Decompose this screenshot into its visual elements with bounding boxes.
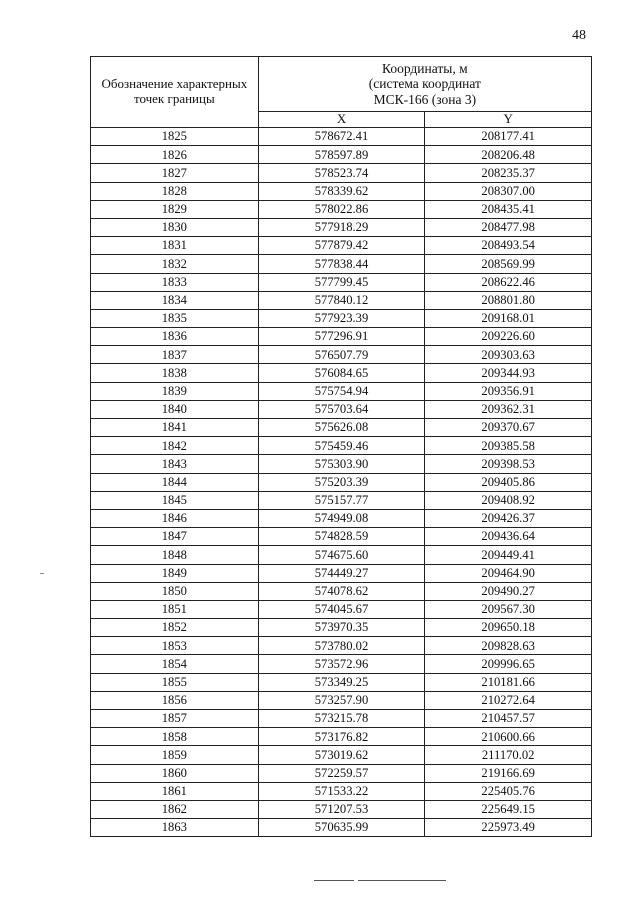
table-row: [91, 255, 592, 273]
point-number-cell: 1857: [91, 710, 259, 728]
point-number-cell: 1838: [91, 364, 259, 382]
table-row: [91, 528, 592, 546]
point-number-cell: 1842: [91, 437, 259, 455]
point-number-cell: 1852: [91, 619, 259, 637]
point-number-cell: 1848: [91, 546, 259, 564]
table-row: [91, 437, 592, 455]
point-number-cell: 1826: [91, 146, 259, 164]
table-row: [91, 746, 592, 764]
y-coordinate-cell: 210600.66: [425, 728, 592, 746]
table-row: [91, 273, 592, 291]
table-row: [91, 764, 592, 782]
header-coordinates-line-1: Координаты, м: [382, 60, 468, 76]
table-row: [91, 182, 592, 200]
table-row: [91, 218, 592, 236]
y-coordinate-cell: 209362.31: [425, 400, 592, 418]
point-number-cell: 1837: [91, 346, 259, 364]
x-coordinate-cell: 571207.53: [258, 800, 425, 818]
table-row: [91, 473, 592, 491]
x-coordinate-cell: 577923.39: [258, 309, 425, 327]
table-row: [91, 655, 592, 673]
y-coordinate-cell: 209168.01: [425, 309, 592, 327]
y-coordinate-cell: 208435.41: [425, 200, 592, 218]
x-coordinate-cell: 576507.79: [258, 346, 425, 364]
point-number-cell: 1834: [91, 291, 259, 309]
x-coordinate-cell: 577879.42: [258, 237, 425, 255]
point-number-cell: 1858: [91, 728, 259, 746]
point-number-cell: 1862: [91, 800, 259, 818]
header-y: Y: [425, 112, 592, 128]
x-coordinate-cell: 577840.12: [258, 291, 425, 309]
x-coordinate-cell: 574078.62: [258, 582, 425, 600]
x-coordinate-cell: 578022.86: [258, 200, 425, 218]
point-number-cell: 1829: [91, 200, 259, 218]
table-row: [91, 128, 592, 146]
point-number-cell: 1854: [91, 655, 259, 673]
x-coordinate-cell: 575157.77: [258, 491, 425, 509]
point-number-cell: 1850: [91, 582, 259, 600]
header-coordinates-line-2: (система координат: [368, 76, 481, 92]
y-coordinate-cell: 225973.49: [425, 819, 592, 837]
x-coordinate-cell: 577838.44: [258, 255, 425, 273]
y-coordinate-cell: 211170.02: [425, 746, 592, 764]
table-row: [91, 237, 592, 255]
y-coordinate-cell: 208307.00: [425, 182, 592, 200]
x-coordinate-cell: 573970.35: [258, 619, 425, 637]
x-coordinate-cell: 574828.59: [258, 528, 425, 546]
y-coordinate-cell: 208801.80: [425, 291, 592, 309]
table-row: [91, 455, 592, 473]
y-coordinate-cell: 208493.54: [425, 237, 592, 255]
header-point-designation: Обозначение характерных точек границы: [91, 57, 259, 128]
table-row: [91, 509, 592, 527]
point-number-cell: 1847: [91, 528, 259, 546]
y-coordinate-cell: 208622.46: [425, 273, 592, 291]
y-coordinate-cell: 209370.67: [425, 419, 592, 437]
x-coordinate-cell: 575303.90: [258, 455, 425, 473]
y-coordinate-cell: 208206.48: [425, 146, 592, 164]
point-number-cell: 1830: [91, 218, 259, 236]
y-coordinate-cell: 209650.18: [425, 619, 592, 637]
y-coordinate-cell: 210272.64: [425, 691, 592, 709]
y-coordinate-cell: 219166.69: [425, 764, 592, 782]
table-row: [91, 491, 592, 509]
y-coordinate-cell: 209828.63: [425, 637, 592, 655]
point-number-cell: 1831: [91, 237, 259, 255]
x-coordinate-cell: 574045.67: [258, 600, 425, 618]
point-number-cell: 1844: [91, 473, 259, 491]
y-coordinate-cell: 225649.15: [425, 800, 592, 818]
y-coordinate-cell: 209344.93: [425, 364, 592, 382]
table-row: [91, 782, 592, 800]
y-coordinate-cell: 210181.66: [425, 673, 592, 691]
point-number-cell: 1851: [91, 600, 259, 618]
y-coordinate-cell: 208569.99: [425, 255, 592, 273]
point-number-cell: 1827: [91, 164, 259, 182]
margin-mark: [40, 573, 44, 574]
y-coordinate-cell: 208477.98: [425, 218, 592, 236]
point-number-cell: 1849: [91, 564, 259, 582]
x-coordinate-cell: 577296.91: [258, 328, 425, 346]
header-coordinates: [258, 57, 591, 112]
table-row: [91, 328, 592, 346]
table-row: [91, 400, 592, 418]
x-coordinate-cell: 577799.45: [258, 273, 425, 291]
table-row: [91, 146, 592, 164]
point-number-cell: 1839: [91, 382, 259, 400]
footer-rule-right: [358, 880, 446, 881]
y-coordinate-cell: 209996.65: [425, 655, 592, 673]
x-coordinate-cell: 573257.90: [258, 691, 425, 709]
coordinates-table: [90, 56, 592, 837]
y-coordinate-cell: 209490.27: [425, 582, 592, 600]
table-row: [91, 800, 592, 818]
y-coordinate-cell: 209226.60: [425, 328, 592, 346]
y-coordinate-cell: 209303.63: [425, 346, 592, 364]
x-coordinate-cell: 576084.65: [258, 364, 425, 382]
x-coordinate-cell: 578339.62: [258, 182, 425, 200]
y-coordinate-cell: 208235.37: [425, 164, 592, 182]
y-coordinate-cell: 209385.58: [425, 437, 592, 455]
y-coordinate-cell: 209405.86: [425, 473, 592, 491]
y-coordinate-cell: 209436.64: [425, 528, 592, 546]
x-coordinate-cell: 578523.74: [258, 164, 425, 182]
point-number-cell: 1828: [91, 182, 259, 200]
table-row: [91, 673, 592, 691]
table-row: [91, 546, 592, 564]
table-row: [91, 364, 592, 382]
y-coordinate-cell: 225405.76: [425, 782, 592, 800]
x-coordinate-cell: 575203.39: [258, 473, 425, 491]
point-number-cell: 1832: [91, 255, 259, 273]
x-coordinate-cell: 575754.94: [258, 382, 425, 400]
table-row: [91, 382, 592, 400]
table-row: [91, 346, 592, 364]
table-row: [91, 582, 592, 600]
point-number-cell: 1836: [91, 328, 259, 346]
x-coordinate-cell: 575459.46: [258, 437, 425, 455]
x-coordinate-cell: 578672.41: [258, 128, 425, 146]
table-row: [91, 728, 592, 746]
y-coordinate-cell: 209408.92: [425, 491, 592, 509]
point-number-cell: 1860: [91, 764, 259, 782]
table-row: [91, 637, 592, 655]
header-x: X: [258, 112, 425, 128]
x-coordinate-cell: 573572.96: [258, 655, 425, 673]
point-number-cell: 1863: [91, 819, 259, 837]
table-body: [91, 128, 592, 837]
x-coordinate-cell: 574949.08: [258, 509, 425, 527]
table-row: [91, 619, 592, 637]
x-coordinate-cell: 578597.89: [258, 146, 425, 164]
y-coordinate-cell: 209464.90: [425, 564, 592, 582]
point-number-cell: 1846: [91, 509, 259, 527]
x-coordinate-cell: 572259.57: [258, 764, 425, 782]
table-row: [91, 564, 592, 582]
header-coordinates-line-3: МСК-166 (зона 3): [373, 91, 477, 107]
y-coordinate-cell: 209426.37: [425, 509, 592, 527]
x-coordinate-cell: 571533.22: [258, 782, 425, 800]
table-row: [91, 419, 592, 437]
x-coordinate-cell: 573215.78: [258, 710, 425, 728]
y-coordinate-cell: 209398.53: [425, 455, 592, 473]
point-number-cell: 1843: [91, 455, 259, 473]
y-coordinate-cell: 209567.30: [425, 600, 592, 618]
point-number-cell: 1861: [91, 782, 259, 800]
point-number-cell: 1853: [91, 637, 259, 655]
table-row: [91, 309, 592, 327]
y-coordinate-cell: 208177.41: [425, 128, 592, 146]
x-coordinate-cell: 573780.02: [258, 637, 425, 655]
x-coordinate-cell: 575626.08: [258, 419, 425, 437]
y-coordinate-cell: 209449.41: [425, 546, 592, 564]
table-row: [91, 691, 592, 709]
point-number-cell: 1840: [91, 400, 259, 418]
table-row: [91, 710, 592, 728]
x-coordinate-cell: 570635.99: [258, 819, 425, 837]
y-coordinate-cell: 209356.91: [425, 382, 592, 400]
point-number-cell: 1845: [91, 491, 259, 509]
x-coordinate-cell: 577918.29: [258, 218, 425, 236]
point-number-cell: 1825: [91, 128, 259, 146]
x-coordinate-cell: 573176.82: [258, 728, 425, 746]
point-number-cell: 1855: [91, 673, 259, 691]
point-number-cell: 1833: [91, 273, 259, 291]
table-row: [91, 291, 592, 309]
page-number: 48: [572, 28, 586, 43]
x-coordinate-cell: 574449.27: [258, 564, 425, 582]
footer-rule-left: [314, 880, 354, 881]
point-number-cell: 1835: [91, 309, 259, 327]
x-coordinate-cell: 573349.25: [258, 673, 425, 691]
table-row: [91, 200, 592, 218]
table-row: [91, 164, 592, 182]
x-coordinate-cell: 574675.60: [258, 546, 425, 564]
point-number-cell: 1841: [91, 419, 259, 437]
table-row: [91, 600, 592, 618]
point-number-cell: 1856: [91, 691, 259, 709]
table-row: [91, 819, 592, 837]
y-coordinate-cell: 210457.57: [425, 710, 592, 728]
x-coordinate-cell: 575703.64: [258, 400, 425, 418]
point-number-cell: 1859: [91, 746, 259, 764]
x-coordinate-cell: 573019.62: [258, 746, 425, 764]
